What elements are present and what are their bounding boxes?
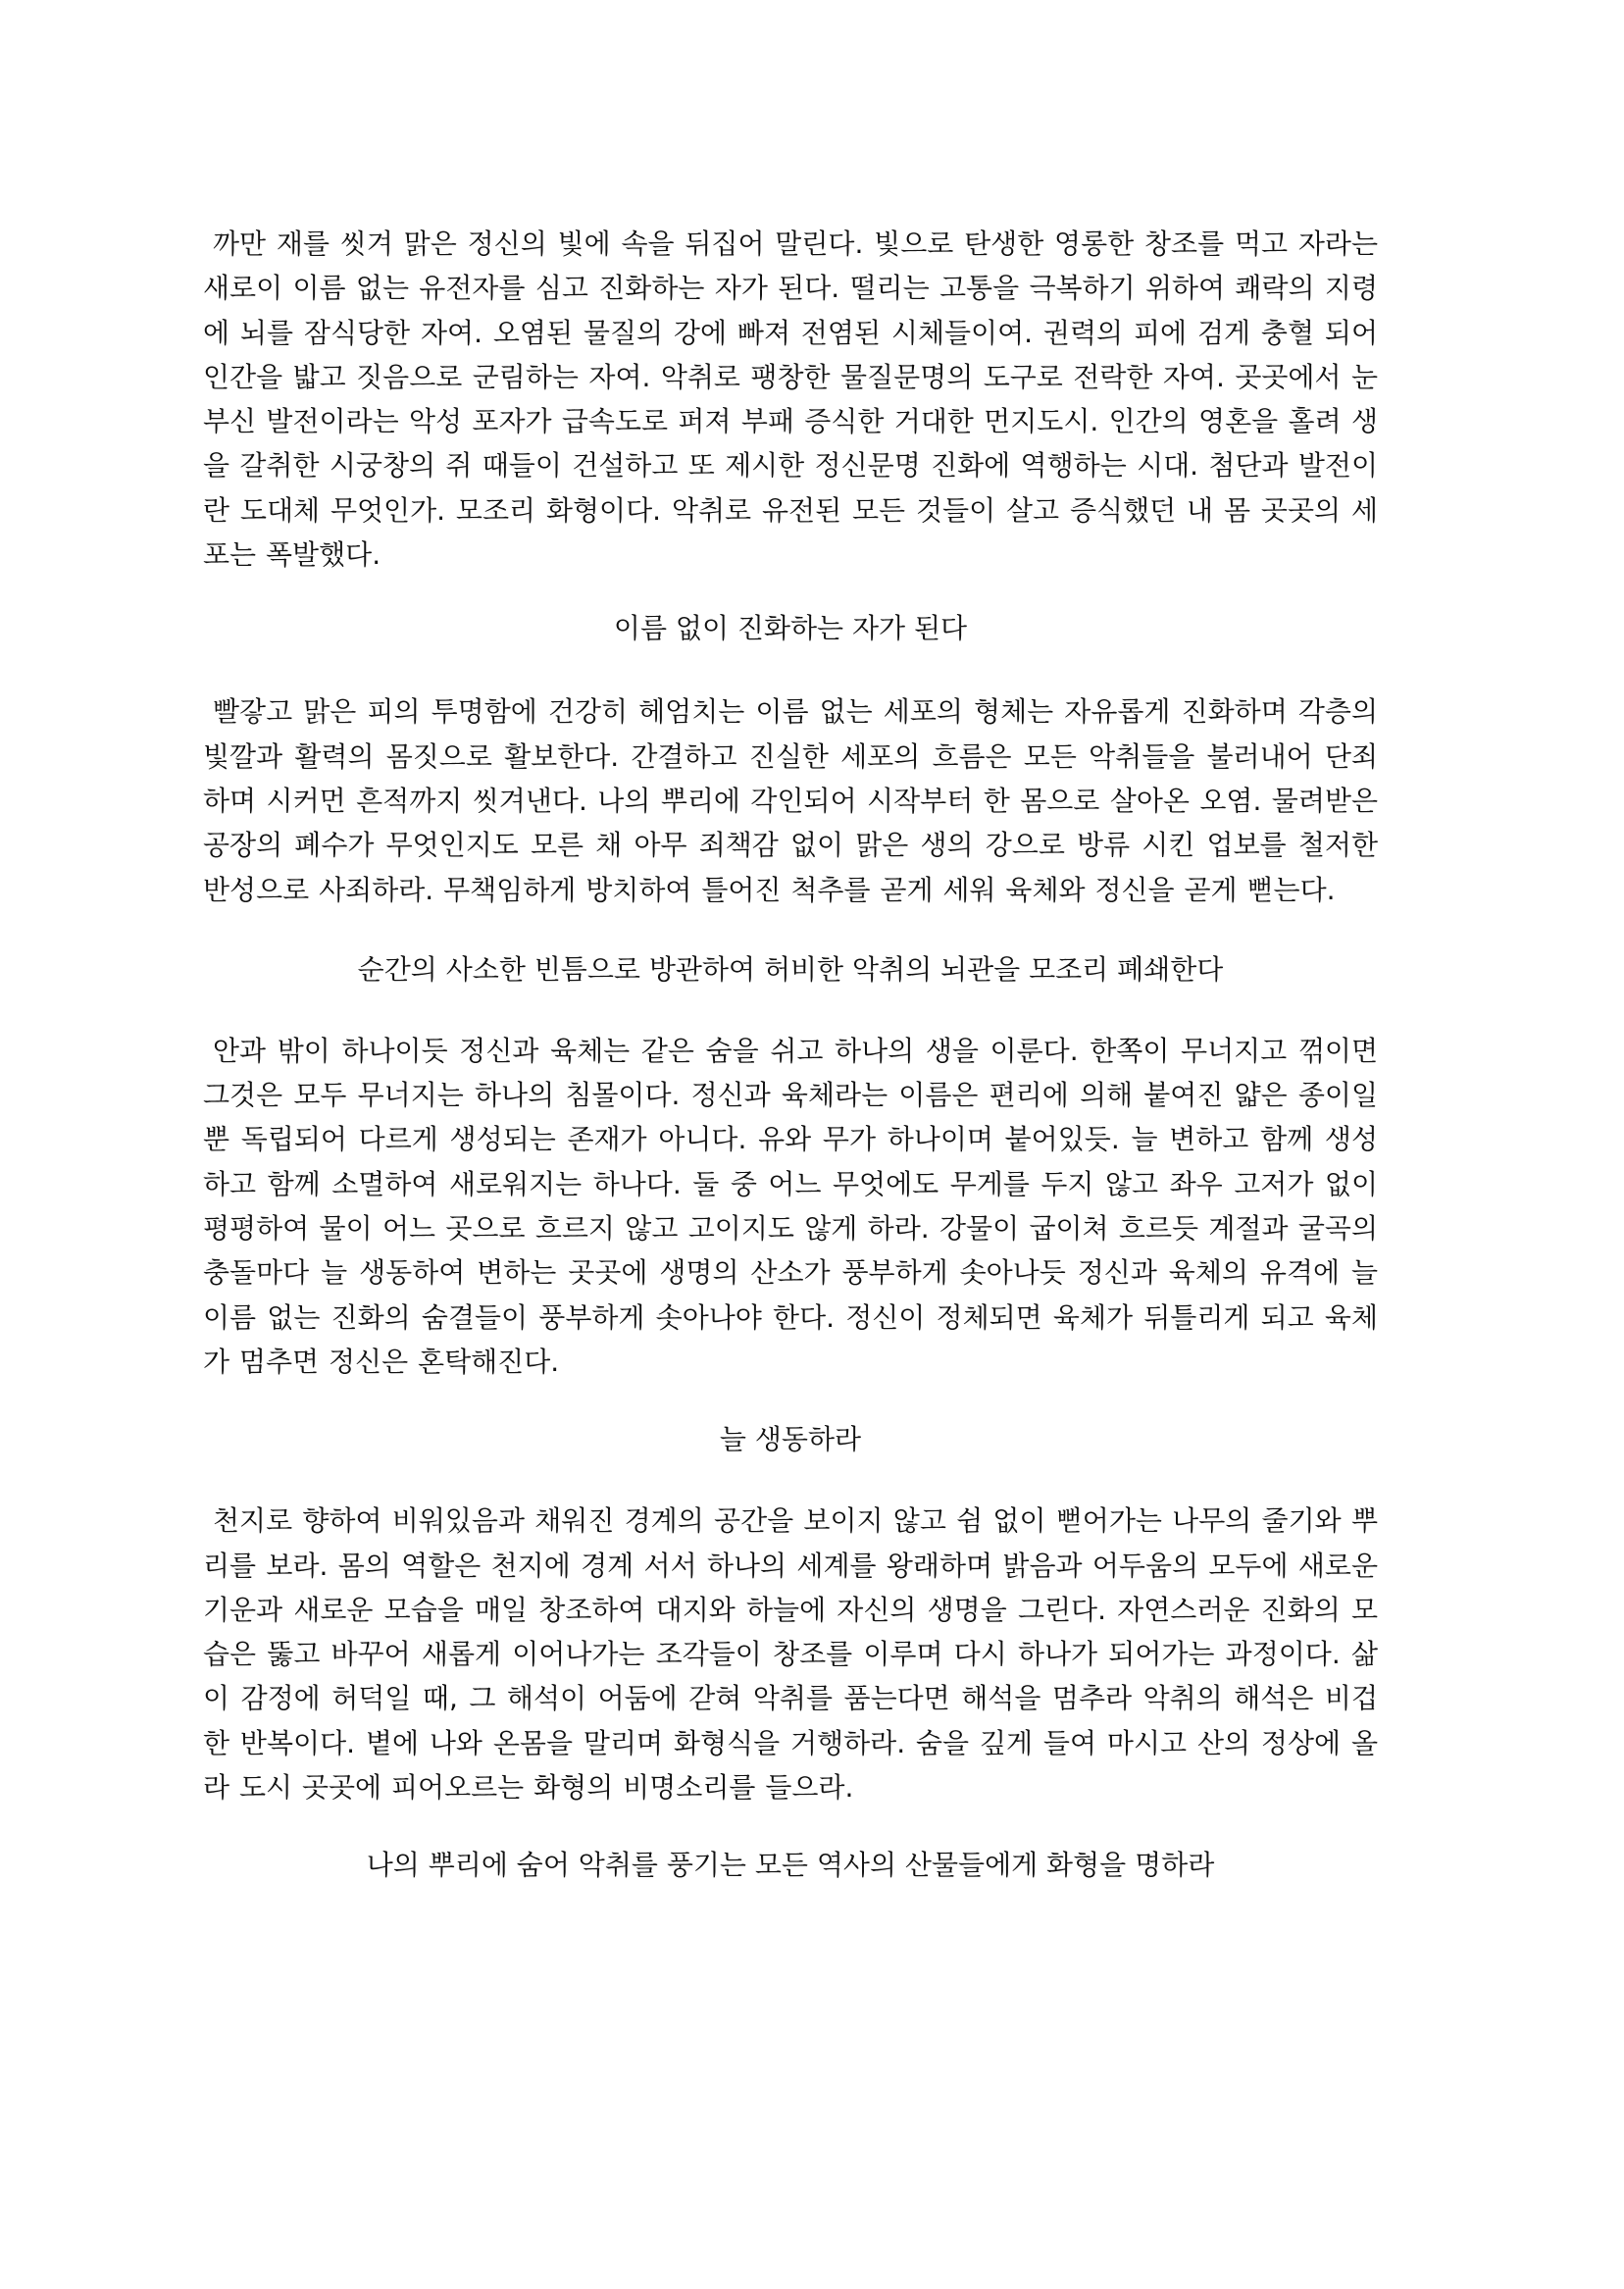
section-heading: 이름 없이 진화하는 자가 된다 <box>613 612 968 645</box>
body-paragraph: 까만 재를 씻겨 맑은 정신의 빛에 속을 뒤집어 말린다. 빛으로 탄생한 영롱한 창조를 먹고 자라는 새로이 이름 없는 유전자를 심고 진화하는 자가 된다. 떨리는 고통을 극복하기 위하여 쾌락의 지령에 뇌를 잠식당한 자여. 오염된 물질의 강에 빠져 전염된 시체들이여. 권력의 피에 검게 충혈 되어 인간을 밟고 짓음으로 군림하는 자여. 악취로 팽창한 물질문명의 도구로 전락한 자여. 곳곳에서 눈부신 발전이라는 악성 포자가 급속도로 퍼져 부패 증식한 거대한 먼지도시. 인간의 영혼을 홀려 생을 갈취한 시궁창의 쥐 때들이 건설하고 또 제시한 정신문명 진화에 역행하는 시대. 첨단과 발전이란 도대체 무엇인가. 모조리 화형이다. 악취로 유전된 모든 것들이 살고 증식했던 내 몸 곳곳의 세포는 폭발했다. <box>203 228 1378 572</box>
document-page <box>203 222 1378 1887</box>
body-paragraph: 안과 밖이 하나이듯 정신과 육체는 같은 숨을 쉬고 하나의 생을 이룬다. 한쪽이 무너지고 꺾이면 그것은 모두 무너지는 하나의 침몰이다. 정신과 육체라는 이름은 편리에 의해 붙여진 얇은 종이일 뿐 독립되어 다르게 생성되는 존재가 아니다. 유와 무가 하나이며 붙어있듯. 늘 변하고 함께 생성하고 함께 소멸하여 새로워지는 하나다. 둘 중 어느 무엇에도 무게를 두지 않고 좌우 고저가 없이 평평하여 물이 어느 곳으로 흐르지 않고 고이지도 않게 하라. 강물이 굽이쳐 흐르듯 계절과 굴곡의 충돌마다 늘 생동하여 변하는 곳곳에 생명의 산소가 풍부하게 솟아나듯 정신과 육체의 유격에 늘 이름 없는 진화의 숨결들이 풍부하게 솟아나야 한다. 정신이 정체되면 육체가 뒤틀리게 되고 육체가 멈추면 정신은 혼탁해진다. <box>203 1034 1378 1378</box>
section-heading: 늘 생동하라 <box>719 1423 862 1456</box>
body-paragraph: 천지로 향하여 비워있음과 채워진 경계의 공간을 보이지 않고 쉼 없이 뻗어가는 나무의 줄기와 뿌리를 보라. 몸의 역할은 천지에 경계 서서 하나의 세계를 왕래하며 밝음과 어두움의 모두에 새로운 기운과 새로운 모습을 매일 창조하여 대지와 하늘에 자신의 생명을 그린다. 자연스러운 진화의 모습은 뚫고 바꾸어 새롭게 이어나가는 조각들이 창조를 이루며 다시 하나가 되어가는 과정이다. 삶이 감정에 허덕일 때, 그 해석이 어둠에 갇혀 악취를 품는다면 해석을 멈추라 악취의 해석은 비겁한 반복이다. 볕에 나와 온몸을 말리며 화형식을 거행하라. 숨을 깊게 들여 마시고 산의 정상에 올라 도시 곳곳에 피어오르는 화형의 비명소리를 들으라. <box>203 1504 1378 1805</box>
section-heading: 순간의 사소한 빈틈으로 방관하여 허비한 악취의 뇌관을 모조리 폐쇄한다 <box>357 952 1224 986</box>
section-heading: 나의 뿌리에 숨어 악취를 풍기는 모든 역사의 산물들에게 화형을 명하라 <box>366 1849 1215 1882</box>
body-paragraph: 빨갛고 맑은 피의 투명함에 건강히 헤엄치는 이름 없는 세포의 형체는 자유롭게 진화하며 각층의 빛깔과 활력의 몸짓으로 활보한다. 간결하고 진실한 세포의 흐름은 모든 악취들을 불러내어 단죄하며 시커먼 흔적까지 씻겨낸다. 나의 뿌리에 각인되어 시작부터 한 몸으로 살아온 오염. 물려받은 공장의 폐수가 무엇인지도 모른 채 아무 죄책감 없이 맑은 생의 강으로 방류 시킨 업보를 철저한 반성으로 사죄하라. 무책임하게 방치하여 틀어진 척추를 곧게 세워 육체와 정신을 곧게 뻗는다. <box>203 695 1378 906</box>
